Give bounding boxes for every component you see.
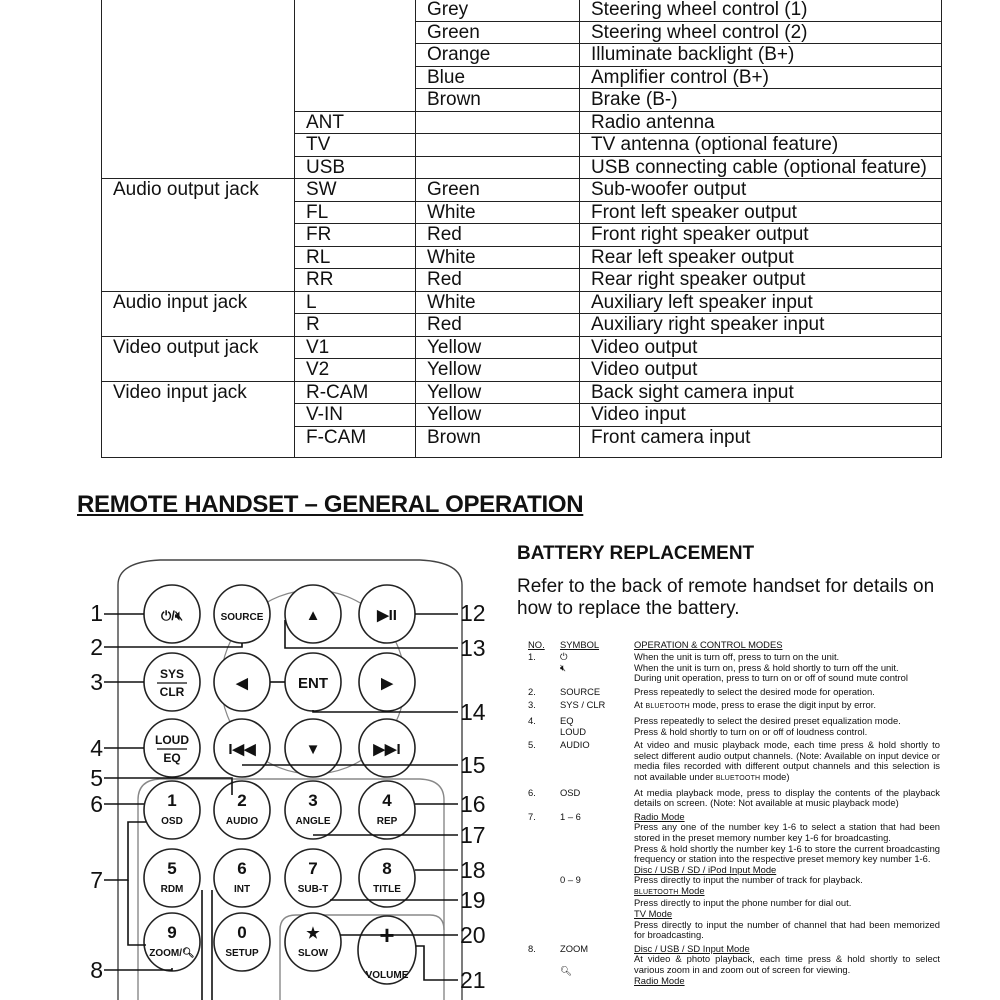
connector-row: [102, 291, 942, 314]
button-sublabel: OSD: [161, 816, 183, 827]
connector-row: [102, 44, 942, 67]
connector-pin-cell: FR: [295, 224, 416, 247]
connector-function-cell: Front camera input: [580, 426, 942, 457]
connector-function-cell: Sub-woofer output: [580, 179, 942, 202]
connector-group-cell: [102, 359, 295, 382]
callout-number: 13: [460, 635, 486, 661]
connector-group-cell: [102, 44, 295, 67]
button-label: SOURCE: [220, 612, 264, 623]
button-label: 0: [237, 923, 247, 942]
row-symbol: [560, 812, 634, 941]
connector-group-cell: [102, 0, 295, 21]
connector-group-cell: Audio output jack: [102, 179, 295, 202]
connector-function-cell: Auxiliary left speaker input: [580, 291, 942, 314]
row-description: At media playback mode, press to display the contents of the playback details on screen. (Note: Not available at music playback mode): [634, 786, 940, 809]
operations-table: [528, 640, 940, 989]
row-description: [634, 716, 940, 737]
connector-pin-cell: V1: [295, 336, 416, 359]
connector-pin-cell: RL: [295, 246, 416, 269]
callout-number: 15: [460, 752, 486, 778]
operation-row-4: [528, 716, 940, 737]
row-symbol: OSD: [560, 786, 581, 798]
remote-button-down[interactable]: [285, 719, 341, 777]
callout-number: 3: [90, 669, 103, 695]
row-number: 4.: [528, 714, 536, 726]
connector-color-cell: Orange: [416, 44, 580, 67]
callout-number: 14: [460, 699, 486, 725]
connector-function-cell: Video output: [580, 336, 942, 359]
remote-buttons: [144, 585, 416, 984]
row-description: [634, 700, 940, 713]
row-description: [634, 812, 940, 941]
button-label: ▼: [305, 741, 321, 758]
button-outline: [144, 781, 200, 839]
connector-pin-cell: [295, 0, 416, 21]
leader-line: [128, 880, 146, 945]
connector-pin-cell: L: [295, 291, 416, 314]
text: mode): [762, 770, 790, 782]
operation-row-8: [528, 944, 940, 986]
connector-function-cell: Brake (B-): [580, 89, 942, 112]
connector-function-cell: Steering wheel control (2): [580, 21, 942, 44]
connector-color-cell: [416, 156, 580, 179]
connector-group-cell: [102, 269, 295, 292]
operation-row-3: [528, 700, 940, 713]
row-description: [634, 944, 940, 986]
remote-button-sys[interactable]: [144, 653, 200, 711]
connector-row: [102, 134, 942, 157]
remote-button-n3[interactable]: [285, 781, 341, 839]
connector-color-cell: Yellow: [416, 359, 580, 382]
remote-button-star[interactable]: [285, 913, 341, 971]
mode-heading: TV Mode: [634, 908, 673, 920]
symbol-zoom: ZOOM: [560, 942, 589, 954]
connector-row: [102, 89, 942, 112]
button-outline: [285, 781, 341, 839]
connector-group-cell: [102, 246, 295, 269]
connector-row: [102, 246, 942, 269]
button-label: ▶: [381, 675, 393, 692]
description-line: When the unit is turn on, press & hold shortly to turn off the unit.: [634, 661, 899, 673]
connector-function-cell: Auxiliary right speaker input: [580, 314, 942, 337]
operation-row-1: [528, 652, 940, 684]
connector-color-cell: Grey: [416, 0, 580, 21]
button-sublabel: REP: [376, 816, 398, 827]
connector-pin-cell: R: [295, 314, 416, 337]
description-line: Press repeatedly to select the desired preset equalization mode.: [634, 714, 901, 726]
remote-button-loud[interactable]: [144, 719, 200, 777]
header-description: OPERATION & CONTROL MODES: [634, 639, 783, 650]
connector-function-cell: Front right speaker output: [580, 224, 942, 247]
connector-pin-cell: V2: [295, 359, 416, 382]
connector-group-cell: [102, 426, 295, 457]
connector-row: [102, 314, 942, 337]
connector-group-cell: [102, 314, 295, 337]
connector-pin-cell: FL: [295, 201, 416, 224]
row-symbol: [560, 944, 634, 986]
button-label: 4: [382, 791, 392, 810]
operation-row-2: [528, 687, 940, 698]
connector-row: [102, 336, 942, 359]
connector-table: [101, 0, 942, 458]
mode-heading: Radio Mode: [634, 810, 685, 822]
row-description: [634, 652, 940, 684]
button-outline: [144, 653, 200, 711]
button-label: +: [379, 920, 395, 950]
connector-row: [102, 66, 942, 89]
connector-group-cell: Audio input jack: [102, 291, 295, 314]
row-symbol: SOURCE: [560, 685, 601, 697]
remote-button-volup[interactable]: [358, 916, 416, 984]
description-line: At video & photo playback, each time press & hold shortly to select various zoom in and zoom out of screen for viewing.: [634, 953, 940, 976]
row-symbol: SYS / CLR: [560, 699, 606, 711]
button-label: 5: [167, 859, 177, 878]
connector-color-cell: [416, 111, 580, 134]
connector-color-cell: White: [416, 246, 580, 269]
button-label: 3: [308, 791, 318, 810]
connector-group-cell: [102, 134, 295, 157]
button-label: ★: [306, 925, 320, 942]
connector-function-cell: USB connecting cable (optional feature): [580, 156, 942, 179]
button-outline: [144, 719, 200, 777]
connector-group-cell: [102, 111, 295, 134]
connector-group-cell: [102, 156, 295, 179]
connector-color-cell: Yellow: [416, 336, 580, 359]
connector-function-cell: Rear right speaker output: [580, 269, 942, 292]
connector-row: [102, 381, 942, 404]
connector-group-cell: [102, 21, 295, 44]
connector-group-cell: [102, 224, 295, 247]
connector-color-cell: Green: [416, 21, 580, 44]
button-label: ⏻/🔇︎: [160, 608, 184, 623]
row-number: 6.: [528, 786, 536, 798]
connector-color-cell: Blue: [416, 66, 580, 89]
connector-row: [102, 111, 942, 134]
connector-function-cell: Rear left speaker output: [580, 246, 942, 269]
remote-button-up[interactable]: [285, 585, 341, 643]
button-sublabel: AUDIO: [225, 816, 259, 827]
connector-color-cell: Green: [416, 179, 580, 202]
connector-color-cell: Brown: [416, 89, 580, 112]
text: Mode: [681, 884, 705, 896]
header-no: NO.: [528, 639, 545, 650]
button-outline: [144, 913, 200, 971]
connector-color-cell: White: [416, 291, 580, 314]
bluetooth-word: BLUETOOTH: [715, 774, 761, 782]
connector-group-cell: Video input jack: [102, 381, 295, 404]
remote-button-n8[interactable]: [359, 849, 415, 907]
bluetooth-word: BLUETOOTH: [634, 888, 679, 896]
row-number: 5.: [528, 739, 536, 751]
remote-button-n0[interactable]: [214, 913, 270, 971]
button-outline: [285, 913, 341, 971]
button-sublabel: SETUP: [225, 948, 259, 959]
connector-pin-cell: SW: [295, 179, 416, 202]
symbol-loud: LOUD: [560, 725, 587, 737]
description-line: Press & hold shortly the number key 1-6 to store the current broadcasting frequency or station into the respective preset memory key number 1-6.: [634, 842, 940, 865]
remote-handset-diagram: [0, 520, 505, 1000]
connector-color-cell: Red: [416, 314, 580, 337]
connector-color-cell: Yellow: [416, 381, 580, 404]
connector-color-cell: White: [416, 201, 580, 224]
callout-number: 5: [90, 765, 103, 791]
button-label: 7: [308, 859, 318, 878]
connector-color-cell: Yellow: [416, 404, 580, 427]
connector-group-cell: [102, 404, 295, 427]
callout-number: 20: [460, 922, 486, 948]
connector-function-cell: Video input: [580, 404, 942, 427]
remote-button-playpause[interactable]: [359, 585, 415, 643]
description-line: Press & hold shortly to turn on or off of loudness control.: [634, 725, 868, 737]
connector-pin-cell: RR: [295, 269, 416, 292]
connector-group-cell: [102, 201, 295, 224]
connector-function-cell: Radio antenna: [580, 111, 942, 134]
connector-color-cell: Red: [416, 269, 580, 292]
button-sublabel: ANGLE: [295, 816, 331, 827]
button-label: SYS: [159, 667, 185, 681]
button-sublabel: EQ: [163, 751, 181, 765]
symbol-1-6: 1 – 6: [560, 810, 581, 822]
mute-icon: 🔇︎: [560, 661, 566, 673]
callout-number: 18: [460, 857, 486, 883]
callout-number: 8: [90, 957, 103, 983]
remote-button-n7[interactable]: [285, 849, 341, 907]
button-outline: [214, 781, 270, 839]
symbol-0-9: 0 – 9: [560, 874, 581, 886]
callout-number: 17: [460, 822, 486, 848]
connector-pin-cell: [295, 21, 416, 44]
operation-row-6: [528, 788, 940, 809]
mode-heading: Disc / USB / SD Input Mode: [634, 942, 750, 954]
connector-row: [102, 269, 942, 292]
button-label: ▶II: [377, 607, 397, 624]
callout-number: 6: [90, 791, 103, 817]
row-symbol: [560, 652, 634, 684]
button-label: 1: [167, 791, 177, 810]
button-label: LOUD: [155, 733, 189, 747]
remote-button-power[interactable]: [144, 585, 200, 643]
callout-number: 19: [460, 887, 486, 913]
button-sublabel: SUB-T: [297, 884, 329, 895]
button-outline: [359, 781, 415, 839]
button-outline: [214, 913, 270, 971]
bluetooth-word: BLUETOOTH: [645, 703, 690, 711]
remote-button-next[interactable]: [359, 719, 415, 777]
button-label: 9: [167, 923, 177, 942]
connector-group-cell: [102, 66, 295, 89]
callout-number: 21: [460, 967, 486, 993]
button-label: 2: [237, 791, 247, 810]
row-symbol: [560, 716, 634, 737]
row-number: 3.: [528, 699, 536, 711]
connector-pin-cell: [295, 44, 416, 67]
connector-row: [102, 201, 942, 224]
connector-row: [102, 156, 942, 179]
description-line: When the unit is turn off, press to turn on the unit.: [634, 651, 840, 662]
connector-function-cell: Steering wheel control (1): [580, 0, 942, 21]
callout-number: 4: [90, 735, 103, 761]
mode-heading: Radio Mode: [634, 974, 685, 986]
zoom-icon: 🔍︎: [560, 965, 572, 977]
section-title: REMOTE HANDSET – GENERAL OPERATION: [77, 491, 584, 518]
remote-button-n6[interactable]: [214, 849, 270, 907]
connector-pin-cell: [295, 66, 416, 89]
connector-color-cell: Brown: [416, 426, 580, 457]
row-number: 2.: [528, 685, 536, 697]
leader-line: [104, 822, 146, 880]
connector-row: [102, 426, 942, 457]
row-description: [634, 740, 940, 784]
connector-function-cell: Back sight camera input: [580, 381, 942, 404]
connector-color-cell: [416, 134, 580, 157]
connector-pin-cell: R-CAM: [295, 381, 416, 404]
operation-row-7: [528, 812, 940, 941]
row-number: 8.: [528, 942, 536, 954]
description-line: Press any one of the number key 1-6 to select a station that had been stored in the preset memory number key 1-6 for broadcasting.: [634, 821, 940, 843]
button-label: ▶▶I: [373, 741, 401, 758]
connector-group-cell: [102, 89, 295, 112]
power-icon: ⏻: [560, 651, 568, 662]
callout-number: 12: [460, 600, 486, 626]
button-label: ▲: [305, 607, 321, 624]
connector-pin-cell: V-IN: [295, 404, 416, 427]
description-line: Press directly to input the number of track for playback.: [634, 874, 863, 886]
row-number: 1.: [528, 651, 536, 662]
callout-number: 2: [90, 634, 103, 660]
connector-pin-cell: F-CAM: [295, 426, 416, 457]
button-outline: [359, 849, 415, 907]
header-symbol: SYMBOL: [560, 639, 600, 650]
connector-function-cell: Amplifier control (B+): [580, 66, 942, 89]
remote-button-right[interactable]: [359, 653, 415, 711]
callout-number: 1: [90, 600, 103, 626]
connector-row: [102, 359, 942, 382]
connector-row: [102, 21, 942, 44]
description-line: Press directly to input the number of channel that had been memorized for broadcasting.: [634, 918, 940, 941]
connector-function-cell: Illuminate backlight (B+): [580, 44, 942, 67]
remote-button-prev[interactable]: [214, 719, 270, 777]
button-sublabel: VOLUME: [365, 970, 409, 981]
row-number: 7.: [528, 810, 536, 822]
button-outline: [285, 849, 341, 907]
button-outline: [214, 849, 270, 907]
button-label: ENT: [298, 675, 328, 692]
connector-table-body: [102, 0, 942, 457]
connector-function-cell: Video output: [580, 359, 942, 382]
battery-title: BATTERY REPLACEMENT: [517, 543, 755, 564]
remote-button-n9[interactable]: [144, 913, 200, 971]
button-sublabel: TITLE: [373, 884, 401, 895]
remote-button-n5[interactable]: [144, 849, 200, 907]
button-label: 6: [237, 859, 247, 878]
operation-row-5: [528, 740, 940, 784]
connector-pin-cell: USB: [295, 156, 416, 179]
row-description: Press repeatedly to select the desired mode for operation.: [634, 685, 875, 697]
button-sublabel: ZOOM/🔍︎: [149, 948, 195, 959]
connector-row: [102, 179, 942, 202]
button-label: ◀: [236, 675, 248, 692]
connector-group-cell: Video output jack: [102, 336, 295, 359]
connector-row: [102, 404, 942, 427]
remote-button-n4[interactable]: [359, 781, 415, 839]
button-sublabel: SLOW: [298, 948, 328, 959]
text: At: [634, 699, 643, 711]
battery-text: Refer to the back of remote handset for details on how to replace the battery.: [517, 576, 935, 619]
remote-button-left[interactable]: [214, 653, 270, 711]
remote-button-source[interactable]: [214, 585, 270, 643]
leader-line: [416, 946, 458, 980]
description-line: During unit operation, press to turn on or off of sound mute control: [634, 672, 908, 684]
connector-row: [102, 224, 942, 247]
text: At video and music playback mode, each time press & hold shortly to select different audio output channels. (Note: Available on input device or media files recorded with different output channels and this selection is not available under: [634, 739, 940, 782]
callout-number: 16: [460, 791, 486, 817]
button-outline: [144, 849, 200, 907]
connector-pin-cell: ANT: [295, 111, 416, 134]
connector-color-cell: Red: [416, 224, 580, 247]
button-label: I◀◀: [228, 741, 256, 758]
row-symbol: AUDIO: [560, 739, 590, 751]
connector-row: [102, 0, 942, 21]
description-line: Press directly to input the phone number for dial out.: [634, 897, 852, 909]
connector-pin-cell: TV: [295, 134, 416, 157]
connector-function-cell: TV antenna (optional feature): [580, 134, 942, 157]
symbol-eq: EQ: [560, 714, 574, 726]
button-sublabel: INT: [233, 884, 251, 895]
button-label: 8: [382, 859, 392, 878]
text: mode, press to erase the digit input by error.: [692, 699, 876, 711]
callout-number: 7: [90, 867, 103, 893]
remote-button-n1[interactable]: [144, 781, 200, 839]
button-sublabel: CLR: [159, 685, 185, 699]
button-sublabel: RDM: [160, 884, 184, 895]
connector-pin-cell: [295, 89, 416, 112]
remote-button-n2[interactable]: [214, 781, 270, 839]
mode-heading: Disc / USB / SD / iPod Input Mode: [634, 863, 777, 875]
remote-button-ent[interactable]: [285, 653, 341, 711]
connector-function-cell: Front left speaker output: [580, 201, 942, 224]
